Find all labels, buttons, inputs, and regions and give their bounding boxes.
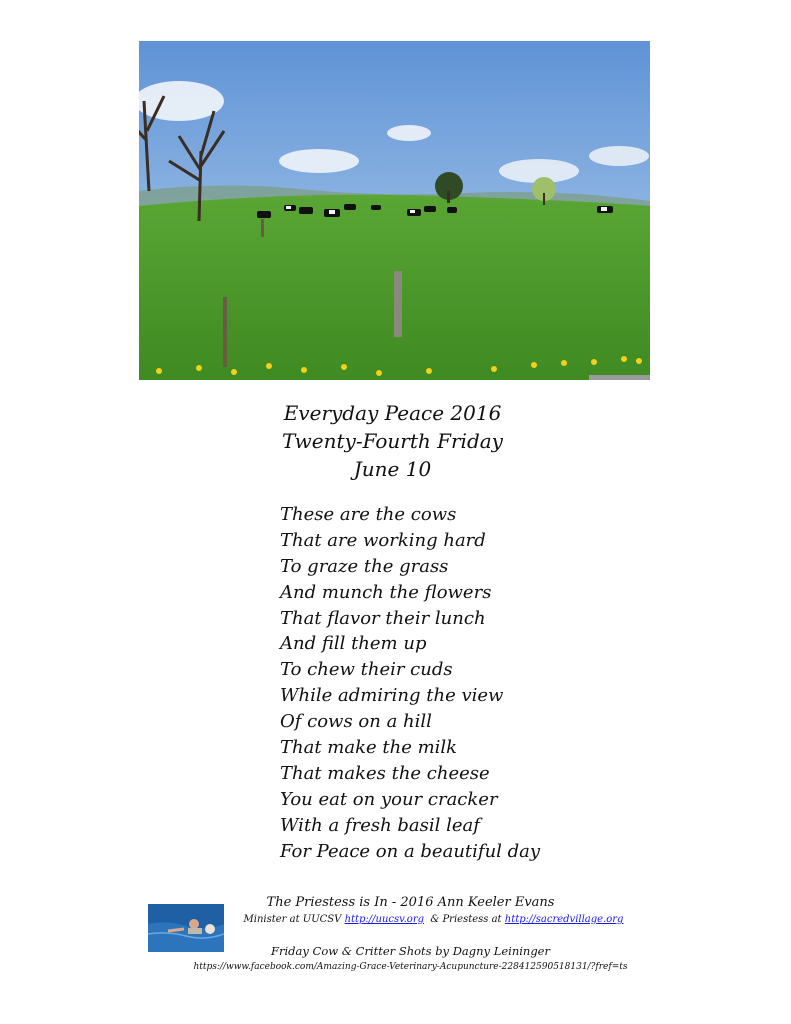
poem-line: That make the milk — [280, 737, 458, 759]
poem-line: That flavor their lunch — [280, 607, 486, 629]
poem-line: For Peace on a beautiful day — [280, 840, 541, 862]
poem-line: And fill them up — [280, 633, 427, 655]
poem — [280, 502, 540, 864]
credit-line: The Priestess is In - 2016 Ann Keeler Evans — [266, 895, 555, 910]
priestess-label: & Priestess at — [430, 914, 502, 925]
poem-line: Of cows on a hill — [280, 711, 432, 733]
poem-line: That are working hard — [280, 529, 486, 551]
poem-line: These are the cows — [280, 504, 457, 525]
poem-line: And munch the flowers — [280, 581, 492, 603]
poem-line: To chew their cuds — [280, 659, 453, 681]
photo-credit: Friday Cow & Critter Shots by Dagny Leininger — [271, 944, 550, 958]
poem-line: While admiring the view — [280, 685, 504, 707]
minister-label: Minister at UUCSV — [243, 914, 342, 925]
facebook-url: https://www.facebook.com/Amazing-Grace-Veterinary-Acupuncture-228412590518131/?fref=ts — [193, 962, 628, 972]
page-title: Everyday Peace 2016 — [283, 401, 502, 425]
page-subtitle: Twenty-Fourth Friday — [282, 429, 503, 453]
poem-line: To graze the grass — [280, 555, 449, 577]
poem-line: You eat on your cracker — [280, 788, 498, 810]
poem-line: That makes the cheese — [280, 762, 490, 784]
page-date: June 10 — [353, 457, 432, 481]
pasture-photo — [139, 41, 650, 380]
poem-line: With a fresh basil leaf — [280, 814, 480, 836]
uucsv-link[interactable]: http://uucsv.org — [344, 914, 425, 925]
sacredvillage-link[interactable]: http://sacredvillage.org — [504, 914, 624, 925]
contact-line — [38, 914, 791, 925]
